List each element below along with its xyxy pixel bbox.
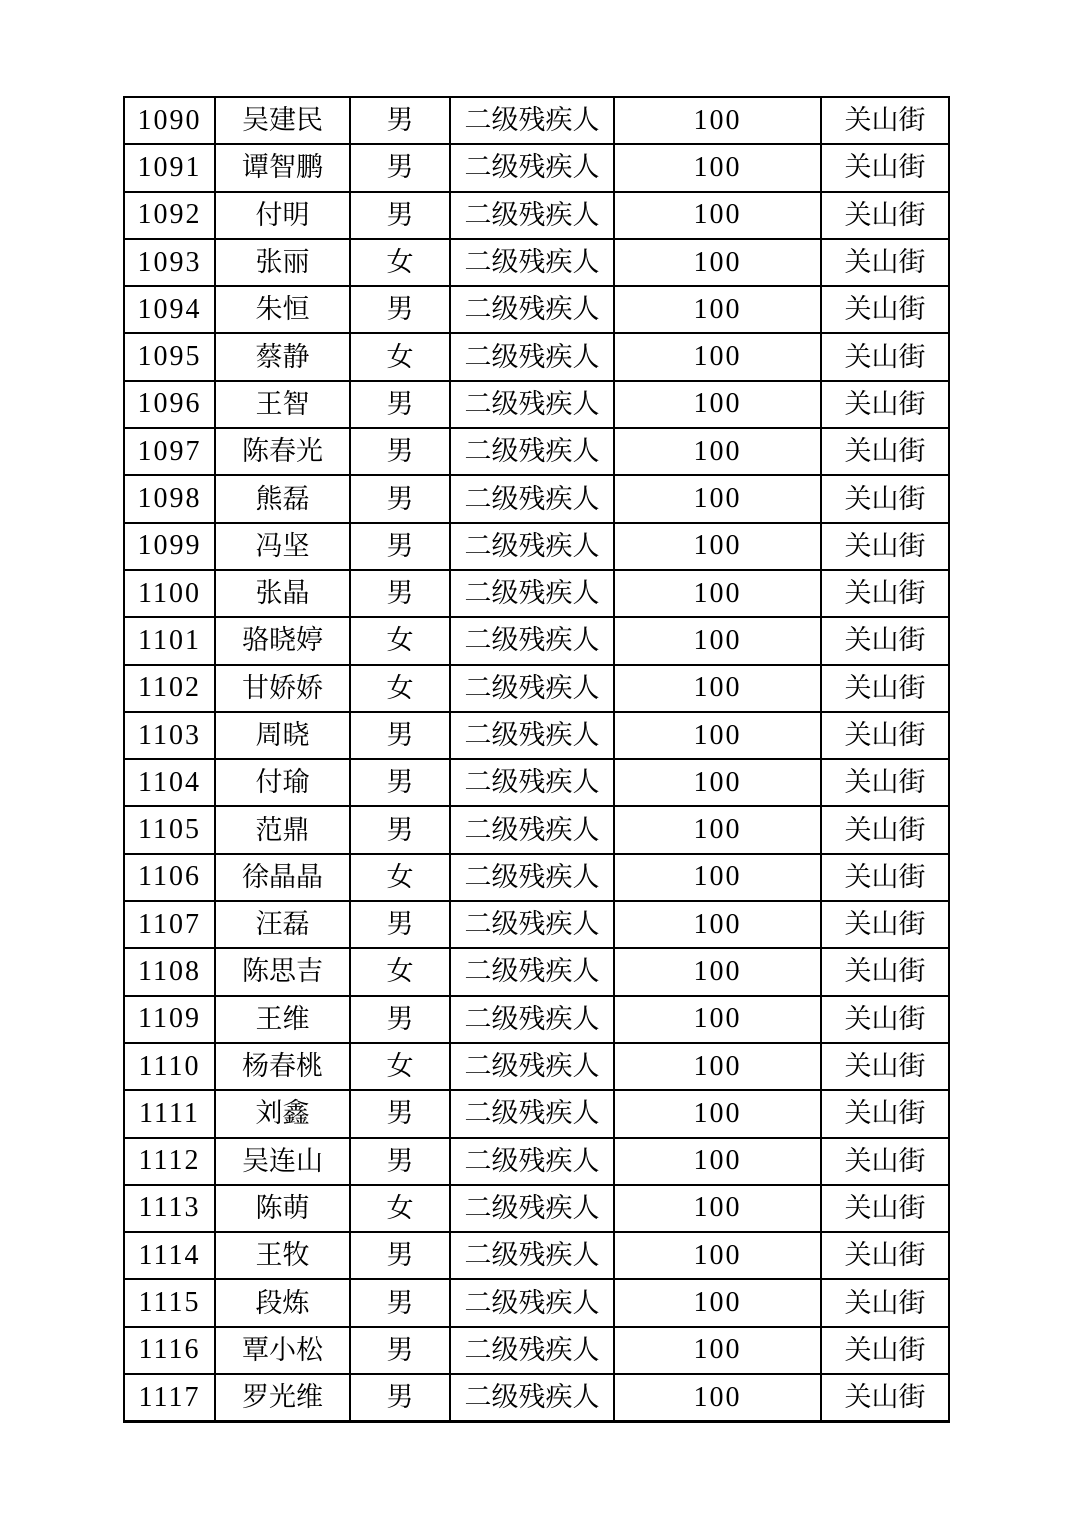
cell-serial-number: 1097 [124,428,215,475]
cell-category: 二级残疾人 [450,617,614,664]
cell-gender: 女 [350,1185,450,1232]
cell-street: 关山街 [821,333,949,380]
cell-gender: 男 [350,1279,450,1326]
table-row [124,854,949,901]
cell-amount: 100 [614,333,821,380]
cell-person-name: 罗光维 [215,1374,350,1422]
cell-amount: 100 [614,1185,821,1232]
cell-street: 关山街 [821,1185,949,1232]
cell-gender: 男 [350,1327,450,1374]
cell-gender: 男 [350,901,450,948]
cell-gender: 男 [350,570,450,617]
cell-gender: 男 [350,1090,450,1137]
cell-street: 关山街 [821,1090,949,1137]
table-row [124,1232,949,1279]
cell-amount: 100 [614,475,821,522]
cell-person-name: 陈萌 [215,1185,350,1232]
cell-person-name: 陈春光 [215,428,350,475]
cell-serial-number: 1099 [124,523,215,570]
cell-person-name: 谭智鹏 [215,144,350,191]
cell-category: 二级残疾人 [450,1185,614,1232]
cell-amount: 100 [614,1374,821,1422]
cell-gender: 男 [350,806,450,853]
cell-serial-number: 1096 [124,381,215,428]
roster-body [124,97,949,1422]
cell-amount: 100 [614,996,821,1043]
cell-category: 二级残疾人 [450,475,614,522]
cell-person-name: 蔡静 [215,333,350,380]
table-row [124,192,949,239]
cell-amount: 100 [614,759,821,806]
table-row [124,1090,949,1137]
cell-gender: 男 [350,428,450,475]
table-row [124,381,949,428]
cell-amount: 100 [614,381,821,428]
cell-street: 关山街 [821,523,949,570]
table-row [124,806,949,853]
cell-person-name: 段炼 [215,1279,350,1326]
cell-gender: 男 [350,712,450,759]
cell-amount: 100 [614,854,821,901]
cell-serial-number: 1100 [124,570,215,617]
cell-serial-number: 1109 [124,996,215,1043]
cell-street: 关山街 [821,97,949,144]
cell-street: 关山街 [821,144,949,191]
table-row [124,333,949,380]
cell-amount: 100 [614,97,821,144]
cell-person-name: 覃小松 [215,1327,350,1374]
cell-person-name: 杨春桃 [215,1043,350,1090]
table-row [124,1185,949,1232]
cell-gender: 男 [350,475,450,522]
cell-street: 关山街 [821,428,949,475]
cell-serial-number: 1113 [124,1185,215,1232]
table-row [124,1138,949,1185]
cell-gender: 男 [350,381,450,428]
cell-category: 二级残疾人 [450,192,614,239]
table-row [124,759,949,806]
cell-gender: 男 [350,192,450,239]
table-row [124,712,949,759]
cell-person-name: 冯坚 [215,523,350,570]
cell-street: 关山街 [821,712,949,759]
cell-serial-number: 1110 [124,1043,215,1090]
cell-serial-number: 1107 [124,901,215,948]
cell-street: 关山街 [821,901,949,948]
table-row [124,617,949,664]
cell-serial-number: 1093 [124,239,215,286]
cell-amount: 100 [614,901,821,948]
cell-person-name: 甘娇娇 [215,665,350,712]
cell-gender: 男 [350,759,450,806]
cell-street: 关山街 [821,192,949,239]
cell-street: 关山街 [821,665,949,712]
cell-serial-number: 1105 [124,806,215,853]
cell-amount: 100 [614,192,821,239]
table-row [124,97,949,144]
table-row [124,1043,949,1090]
cell-gender: 男 [350,996,450,1043]
cell-person-name: 吴建民 [215,97,350,144]
cell-gender: 男 [350,1374,450,1422]
cell-person-name: 周晓 [215,712,350,759]
cell-amount: 100 [614,1327,821,1374]
cell-street: 关山街 [821,996,949,1043]
cell-street: 关山街 [821,617,949,664]
cell-gender: 女 [350,239,450,286]
cell-serial-number: 1116 [124,1327,215,1374]
table-row [124,239,949,286]
cell-street: 关山街 [821,1138,949,1185]
cell-gender: 女 [350,617,450,664]
cell-street: 关山街 [821,948,949,995]
cell-category: 二级残疾人 [450,1043,614,1090]
cell-person-name: 王牧 [215,1232,350,1279]
cell-amount: 100 [614,523,821,570]
cell-amount: 100 [614,428,821,475]
cell-serial-number: 1094 [124,286,215,333]
cell-category: 二级残疾人 [450,97,614,144]
cell-street: 关山街 [821,1374,949,1422]
cell-person-name: 付瑜 [215,759,350,806]
table-row [124,1374,949,1422]
cell-gender: 女 [350,333,450,380]
cell-category: 二级残疾人 [450,1327,614,1374]
cell-street: 关山街 [821,381,949,428]
cell-amount: 100 [614,1279,821,1326]
cell-category: 二级残疾人 [450,570,614,617]
cell-serial-number: 1114 [124,1232,215,1279]
cell-serial-number: 1091 [124,144,215,191]
cell-person-name: 陈思吉 [215,948,350,995]
cell-serial-number: 1103 [124,712,215,759]
cell-street: 关山街 [821,475,949,522]
cell-amount: 100 [614,1232,821,1279]
cell-serial-number: 1117 [124,1374,215,1422]
cell-gender: 女 [350,665,450,712]
cell-category: 二级残疾人 [450,806,614,853]
cell-street: 关山街 [821,1232,949,1279]
cell-category: 二级残疾人 [450,759,614,806]
cell-category: 二级残疾人 [450,996,614,1043]
cell-amount: 100 [614,570,821,617]
cell-person-name: 刘鑫 [215,1090,350,1137]
cell-amount: 100 [614,617,821,664]
cell-street: 关山街 [821,286,949,333]
cell-category: 二级残疾人 [450,144,614,191]
cell-person-name: 汪磊 [215,901,350,948]
cell-serial-number: 1102 [124,665,215,712]
cell-street: 关山街 [821,1327,949,1374]
cell-serial-number: 1111 [124,1090,215,1137]
cell-amount: 100 [614,1090,821,1137]
cell-category: 二级残疾人 [450,286,614,333]
table-row [124,475,949,522]
table-row [124,901,949,948]
cell-street: 关山街 [821,806,949,853]
cell-amount: 100 [614,239,821,286]
cell-serial-number: 1101 [124,617,215,664]
cell-amount: 100 [614,286,821,333]
table-row [124,428,949,475]
cell-person-name: 骆晓婷 [215,617,350,664]
cell-category: 二级残疾人 [450,665,614,712]
cell-street: 关山街 [821,854,949,901]
cell-amount: 100 [614,144,821,191]
cell-gender: 男 [350,97,450,144]
cell-category: 二级残疾人 [450,712,614,759]
cell-amount: 100 [614,1138,821,1185]
table-row [124,286,949,333]
cell-serial-number: 1095 [124,333,215,380]
cell-amount: 100 [614,665,821,712]
cell-category: 二级残疾人 [450,523,614,570]
cell-person-name: 王智 [215,381,350,428]
cell-person-name: 熊磊 [215,475,350,522]
cell-gender: 男 [350,1138,450,1185]
cell-category: 二级残疾人 [450,428,614,475]
cell-category: 二级残疾人 [450,333,614,380]
cell-serial-number: 1090 [124,97,215,144]
cell-gender: 男 [350,523,450,570]
cell-person-name: 朱恒 [215,286,350,333]
cell-gender: 男 [350,144,450,191]
cell-person-name: 张晶 [215,570,350,617]
cell-street: 关山街 [821,570,949,617]
cell-street: 关山街 [821,1043,949,1090]
cell-serial-number: 1092 [124,192,215,239]
cell-gender: 女 [350,1043,450,1090]
cell-category: 二级残疾人 [450,901,614,948]
cell-category: 二级残疾人 [450,1232,614,1279]
cell-category: 二级残疾人 [450,1374,614,1422]
cell-person-name: 吴连山 [215,1138,350,1185]
table-row [124,1327,949,1374]
cell-amount: 100 [614,806,821,853]
cell-amount: 100 [614,948,821,995]
cell-gender: 女 [350,854,450,901]
cell-street: 关山街 [821,1279,949,1326]
subsidy-roster-table [123,96,950,1423]
table-row [124,665,949,712]
cell-person-name: 张丽 [215,239,350,286]
cell-person-name: 付明 [215,192,350,239]
cell-gender: 男 [350,1232,450,1279]
cell-person-name: 范鼎 [215,806,350,853]
cell-amount: 100 [614,712,821,759]
cell-street: 关山街 [821,759,949,806]
cell-category: 二级残疾人 [450,854,614,901]
cell-serial-number: 1098 [124,475,215,522]
table-row [124,144,949,191]
cell-gender: 男 [350,286,450,333]
table-row [124,996,949,1043]
cell-serial-number: 1112 [124,1138,215,1185]
cell-person-name: 王维 [215,996,350,1043]
cell-category: 二级残疾人 [450,1279,614,1326]
cell-street: 关山街 [821,239,949,286]
cell-person-name: 徐晶晶 [215,854,350,901]
cell-serial-number: 1104 [124,759,215,806]
cell-serial-number: 1108 [124,948,215,995]
cell-amount: 100 [614,1043,821,1090]
table-row [124,523,949,570]
cell-serial-number: 1115 [124,1279,215,1326]
cell-category: 二级残疾人 [450,239,614,286]
cell-serial-number: 1106 [124,854,215,901]
cell-category: 二级残疾人 [450,948,614,995]
cell-gender: 女 [350,948,450,995]
table-row [124,570,949,617]
table-row [124,948,949,995]
table-row [124,1279,949,1326]
cell-category: 二级残疾人 [450,1138,614,1185]
cell-category: 二级残疾人 [450,1090,614,1137]
cell-category: 二级残疾人 [450,381,614,428]
